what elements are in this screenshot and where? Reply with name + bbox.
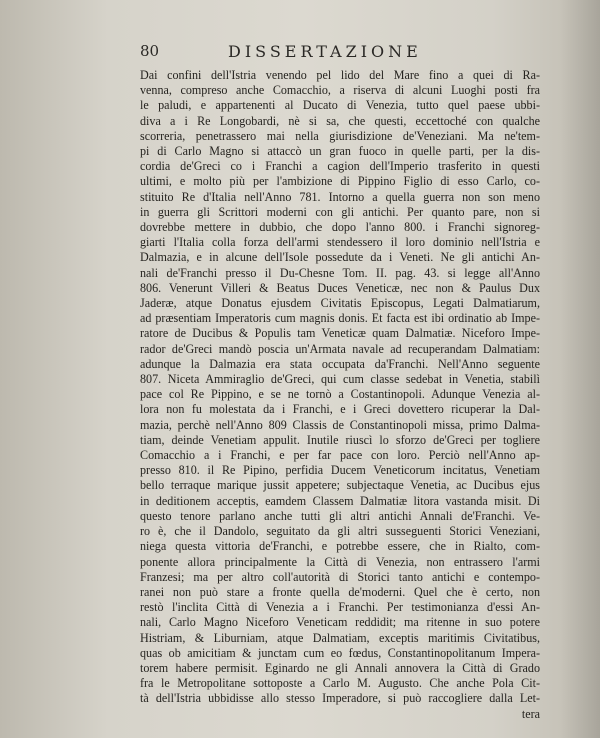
text-line: in guerra gli Scrittori moderni con gli antichi. Per quanto pare, non si (140, 204, 540, 219)
text-line: rador de'Greci mandò poscia un'Armata navale ad recuperandam Dalmatiam: (140, 341, 540, 356)
text-line: ponente allora principalmente la Città di Venezia, non entrassero l'armi (140, 554, 540, 569)
text-line: tà dell'Istria ubbidisse allo stesso Imperadore, si può raccogliere dalla Let- (140, 691, 540, 706)
text-line: dovrebbe mettere in dubbio, che dopo l'anno 800. i Franchi signoreg- (140, 220, 540, 235)
text-line: nali, Carlo Magno Niceforo Veneticam reddidit; ma ritenne in suo potere (140, 615, 540, 630)
text-line: presso 810. il Re Pipino, perfidia Ducem Veneticorum incitatus, Venetiam (140, 463, 540, 478)
text-line: fra le Metropolitane sottoposte a Carlo M. Augusto. Che anche Pola Cit- (140, 676, 540, 691)
text-line: giarti l'Italia colla forza dell'armi stendessero il loro dominio nell'Istria e (140, 235, 540, 250)
text-line: mazia, perchè nell'Anno 809 Classis de Constantinopoli missa, primo Dalma- (140, 417, 540, 432)
text-line: ultimi, e molto più per l'ambizione di Pippino Figlio di esso Carlo, co- (140, 174, 540, 189)
text-line: pace col Re Pippino, e se ne tornò a Costantinopoli. Adunque Venezia al- (140, 387, 540, 402)
text-line: niega questa vittoria de'Franchi, e potrebbe essere, che in Rialto, com- (140, 539, 540, 554)
page-number: 80 (140, 42, 160, 60)
text-line: Comacchio a i Franchi, e per far pace con loro. Perciò nell'Anno ap- (140, 448, 540, 463)
text-line: adunque la Dalmazia era stata occupata da'Franchi. Nell'Anno seguente (140, 356, 540, 371)
text-line: ratore de Ducibus & Populis tam Veneticæ quam Dalmatiæ. Niceforo Impe- (140, 326, 540, 341)
text-line: ro è, che il Dandolo, seguitato da gli altri susseguenti Storici Veneziani, (140, 524, 540, 539)
running-title: DISSERTAZIONE (228, 42, 422, 61)
page-header (0, 42, 600, 64)
text-line: quas ob amicitiam & junctam cum eo fœdus, Constantinopolitanum Impera- (140, 645, 540, 660)
text-line: questo tenore parlano anche tutti gli altri antichi Annali de'Franchi. Ve- (140, 508, 540, 523)
text-line: venna, compreso anche Comacchio, a riserva di alcuni Luoghi posti fra (140, 83, 540, 98)
text-line: torem habere permisit. Eginardo ne gli Annali annovera la Città di Grado (140, 660, 540, 675)
text-line: 806. Venerunt Villeri & Beatus Duces Veneticæ, nec non & Paulus Dux (140, 280, 540, 295)
catchword: tera (521, 706, 540, 721)
text-line: Dalmazia, e in alcune dell'Isole possedute da i Veneti. Ne gli antichi An- (140, 250, 540, 265)
text-line: lora non fu molestata da i Franchi, e i Greci dovettero ricuperar la Dal- (140, 402, 540, 417)
body-text (140, 68, 540, 722)
text-line: stituito Re d'Italia nell'Anno 781. Intorno a quella guerra non son meno (140, 189, 540, 204)
text-line: pi di Carlo Magno si attaccò un gran fuoco in quelle parti, per la dis- (140, 144, 540, 159)
text-line: Franzesi; ma per altro coll'autorità di Storici tanto antichi e contempo- (140, 569, 540, 584)
text-line: Dai confini dell'Istria venendo pel lido del Mare fino a quei di Ra- (140, 68, 540, 82)
text-line: 807. Niceta Ammiraglio de'Greci, qui cum classe sedebat in Venetia, stabilì (140, 372, 540, 387)
text-line: Jaderæ, atque Donatus ejusdem Civitatis Episcopus, Legati Dalmatiarum, (140, 296, 540, 311)
text-line: le paludi, e appartenenti al Ducato di Venezia, tutto quel paese ubbi- (140, 98, 540, 113)
text-line: restò l'inclita Città di Venezia a i Franchi. Per testimonianza d'essi An- (140, 600, 540, 615)
text-line: in deditionem acceptis, eamdem Classem Dalmatiæ litora vastanda misit. Di (140, 493, 540, 508)
text-line: bello terraque marique jussit appetere; subjectaque Venetia, ac Ducibus ejus (140, 478, 540, 493)
text-line: ad præsentiam Imperatoris cum magnis donis. Et facta est ibi ordinatio ab Impe- (140, 311, 540, 326)
text-line: cordia de'Greci co i Franchi a cagion dell'Imperio trasferito in questi (140, 159, 540, 174)
text-line: diva a i Re Longobardi, nè si sa, che questi, eccettoché con qualche (140, 113, 540, 128)
text-line: ranei non può stare a fronte quella de'moderni. Quel che è certo, non (140, 584, 540, 599)
text-line: Histriam, & Liburniam, atque Dalmatiam, exceptis maritimis Civitatibus, (140, 630, 540, 645)
text-line: scorreria, penetrassero mai nella giurisdizione de'Veneziani. Ma ne'tem- (140, 128, 540, 143)
text-line: nali de'Franchi presso il Du-Chesne Tom. II. pag. 43. si legge all'Anno (140, 265, 540, 280)
page-edge-shadow (560, 0, 600, 738)
text-line: tiam, deinde Venetiam appulit. Inutile riuscì lo sforzo de'Greci per togliere (140, 432, 540, 447)
